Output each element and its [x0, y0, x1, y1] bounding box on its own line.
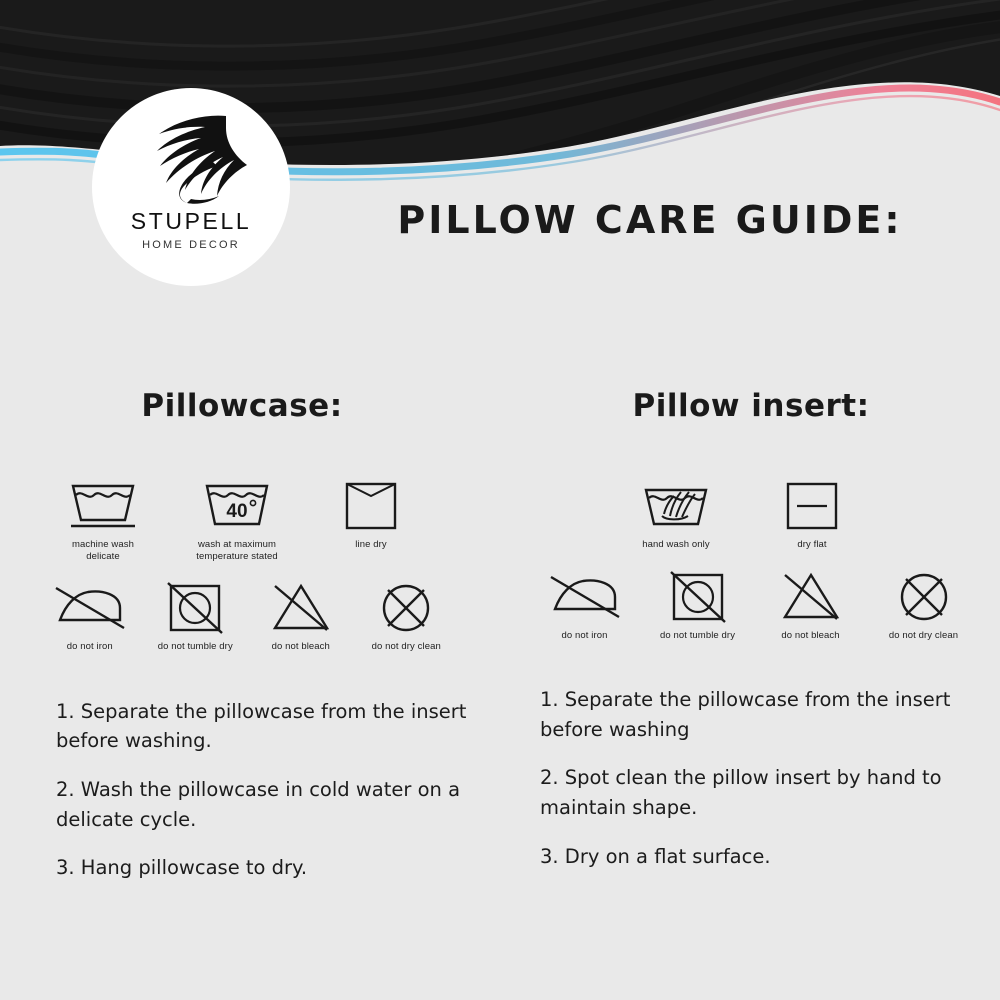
- hand-wash-only-symbol: [628, 476, 724, 551]
- do-not-dry-clean-symbol-left: [365, 578, 449, 653]
- do-not-iron-icon: [545, 567, 625, 623]
- do-not-bleach-icon: [261, 578, 341, 634]
- wash-40-degrees-icon: [197, 476, 277, 532]
- pillowcase-symbol-row-2: [48, 578, 482, 653]
- line-dry-label: line dry: [355, 539, 387, 550]
- do-not-bleach-label-left: do not bleach: [271, 641, 330, 653]
- do-not-iron-symbol-right: [538, 567, 631, 642]
- svg-text:40: 40: [226, 501, 248, 522]
- brand-subtitle: HOME DECOR: [142, 239, 240, 251]
- line-dry-icon: [331, 476, 411, 532]
- do-not-bleach-symbol-right: [764, 567, 857, 642]
- pillowcase-symbol-row-1: [48, 476, 482, 562]
- pillow-insert-step-3: 3. Dry on a flat surface.: [540, 844, 771, 868]
- pillowcase-steps: [48, 697, 482, 883]
- pillow-insert-step-2: 2. Spot clean the pillow insert by hand to maintain shape.: [540, 766, 942, 820]
- pillow-insert-steps: [538, 685, 972, 871]
- do-not-iron-symbol-left: [48, 578, 132, 653]
- machine-wash-delicate-label: machine wash delicate: [72, 539, 134, 562]
- dry-flat-label: dry flat: [797, 539, 827, 550]
- pillow-insert-symbol-row-2: [538, 567, 972, 642]
- do-not-iron-icon: [50, 578, 130, 634]
- pillow-insert-step-1: 1. Separate the pillowcase from the insert before washing: [540, 688, 951, 741]
- brand-name: STUPELL: [130, 208, 252, 234]
- brand-logo-badge: [92, 88, 290, 286]
- do-not-dry-clean-label-left: do not dry clean: [371, 641, 441, 653]
- do-not-tumble-dry-symbol-right: [651, 567, 744, 642]
- do-not-dry-clean-label-right: do not dry clean: [888, 629, 959, 641]
- line-dry-symbol: [323, 476, 419, 551]
- machine-wash-delicate-symbol: [55, 476, 151, 562]
- page-title: PILLOW CARE GUIDE:: [397, 198, 903, 242]
- do-not-tumble-dry-label-left: do not tumble dry: [157, 641, 233, 653]
- pillowcase-step-1: 1. Separate the pillowcase from the insert before washing.: [56, 699, 467, 753]
- do-not-tumble-dry-icon: [155, 578, 235, 634]
- do-not-bleach-label-right: do not bleach: [781, 629, 840, 641]
- pillow-insert-column: [500, 388, 1000, 902]
- pillow-insert-title: Pillow insert:: [632, 388, 870, 424]
- dry-flat-icon: [772, 476, 852, 532]
- wash-40-label: wash at maximum temperature stated: [196, 539, 278, 562]
- do-not-tumble-dry-label-right: do not tumble dry: [659, 629, 736, 641]
- hand-wash-only-icon: [636, 476, 716, 532]
- do-not-tumble-dry-icon: [658, 567, 738, 623]
- machine-wash-delicate-icon: [63, 476, 143, 532]
- pillow-insert-symbol-row-1: [538, 476, 972, 551]
- pillowcase-title: Pillowcase:: [141, 388, 343, 424]
- do-not-dry-clean-icon: [366, 578, 446, 634]
- do-not-iron-label-right: do not iron: [561, 629, 608, 641]
- do-not-bleach-symbol-left: [259, 578, 343, 653]
- do-not-iron-label-left: do not iron: [66, 641, 113, 653]
- stupell-swoosh-logo-icon: [131, 110, 251, 206]
- pillowcase-step-2: 2. Wash the pillowcase in cold water on a delicate cycle.: [56, 777, 461, 831]
- wash-40-symbol: [189, 476, 285, 562]
- hand-wash-only-label: hand wash only: [642, 539, 710, 550]
- care-columns: [0, 388, 1000, 902]
- pillowcase-column: [0, 388, 500, 902]
- do-not-bleach-icon: [771, 567, 851, 623]
- dry-flat-symbol: [764, 476, 860, 551]
- do-not-tumble-dry-symbol-left: [154, 578, 238, 653]
- do-not-dry-clean-symbol-right: [877, 567, 970, 642]
- do-not-dry-clean-icon: [884, 567, 964, 623]
- pillowcase-step-3: 3. Hang pillowcase to dry.: [56, 856, 308, 880]
